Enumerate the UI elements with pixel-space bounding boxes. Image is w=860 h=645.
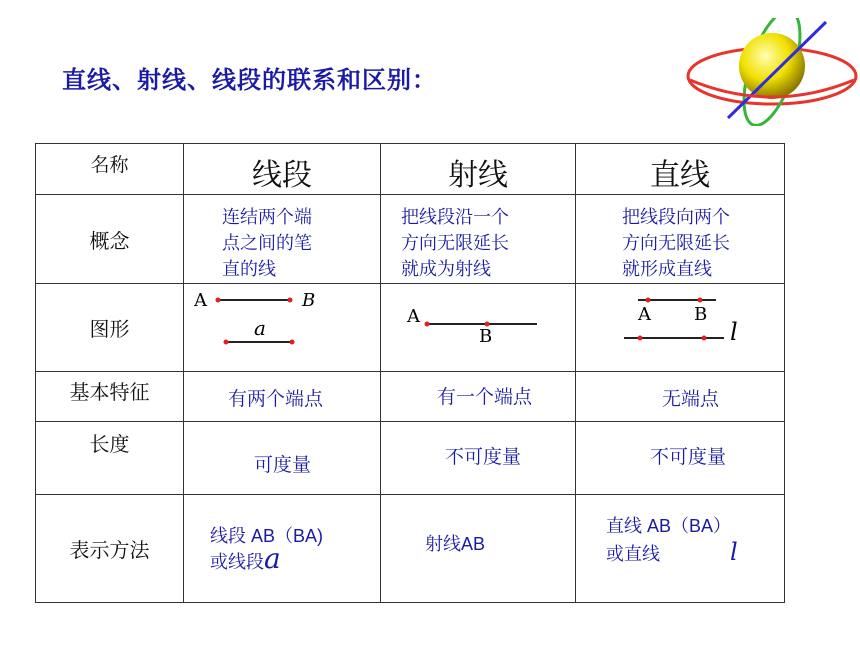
row-label-concept: 概念	[36, 195, 184, 284]
length-line: 不可度量	[576, 422, 785, 495]
feature-ray: 有一个端点	[381, 372, 576, 422]
feature-segment: 有两个端点	[184, 372, 381, 422]
table-row	[36, 195, 785, 284]
table-row	[36, 144, 785, 195]
comparison-table	[35, 143, 785, 603]
figure-ray: A B	[381, 284, 576, 372]
length-ray: 不可度量	[381, 422, 576, 495]
notation-ray: 射线AB	[381, 495, 576, 603]
point-b	[485, 322, 490, 327]
table-row	[36, 372, 785, 422]
row-label-feature: 基本特征	[36, 372, 184, 422]
header-name: 名称	[36, 144, 184, 195]
endpoint-b	[288, 298, 293, 303]
notation-line: 直线 AB（BA） 或直线 l	[576, 495, 785, 603]
header-segment: 线段	[184, 144, 381, 195]
globe-icon	[684, 18, 860, 126]
endpoint-a	[216, 298, 221, 303]
point	[702, 336, 707, 341]
page-title: 直线、射线、线段的联系和区别：	[62, 66, 437, 94]
figure-line: A B l	[576, 284, 785, 372]
length-segment: 可度量	[184, 422, 381, 495]
feature-line: 无端点	[576, 372, 785, 422]
concept-ray: 把线段沿一个 方向无限延长 就成为射线	[381, 195, 576, 284]
point-b	[698, 298, 703, 303]
point-a	[646, 298, 651, 303]
concept-line: 把线段向两个 方向无限延长 就形成直线	[576, 195, 785, 284]
endpoint	[290, 340, 295, 345]
row-label-notation: 表示方法	[36, 495, 184, 603]
row-label-figure: 图形	[36, 284, 184, 372]
header-line: 直线	[576, 144, 785, 195]
notation-segment: 线段 AB（BA) 或线段a	[184, 495, 381, 603]
concept-segment: 连结两个端 点之间的笔 直的线	[184, 195, 381, 284]
figure-segment: A B a	[184, 284, 381, 372]
row-label-length: 长度	[36, 422, 184, 495]
point	[638, 336, 643, 341]
header-ray: 射线	[381, 144, 576, 195]
table-row	[36, 495, 785, 603]
table-row	[36, 422, 785, 495]
endpoint-a	[425, 322, 430, 327]
endpoint	[224, 340, 229, 345]
table-row	[36, 284, 785, 372]
